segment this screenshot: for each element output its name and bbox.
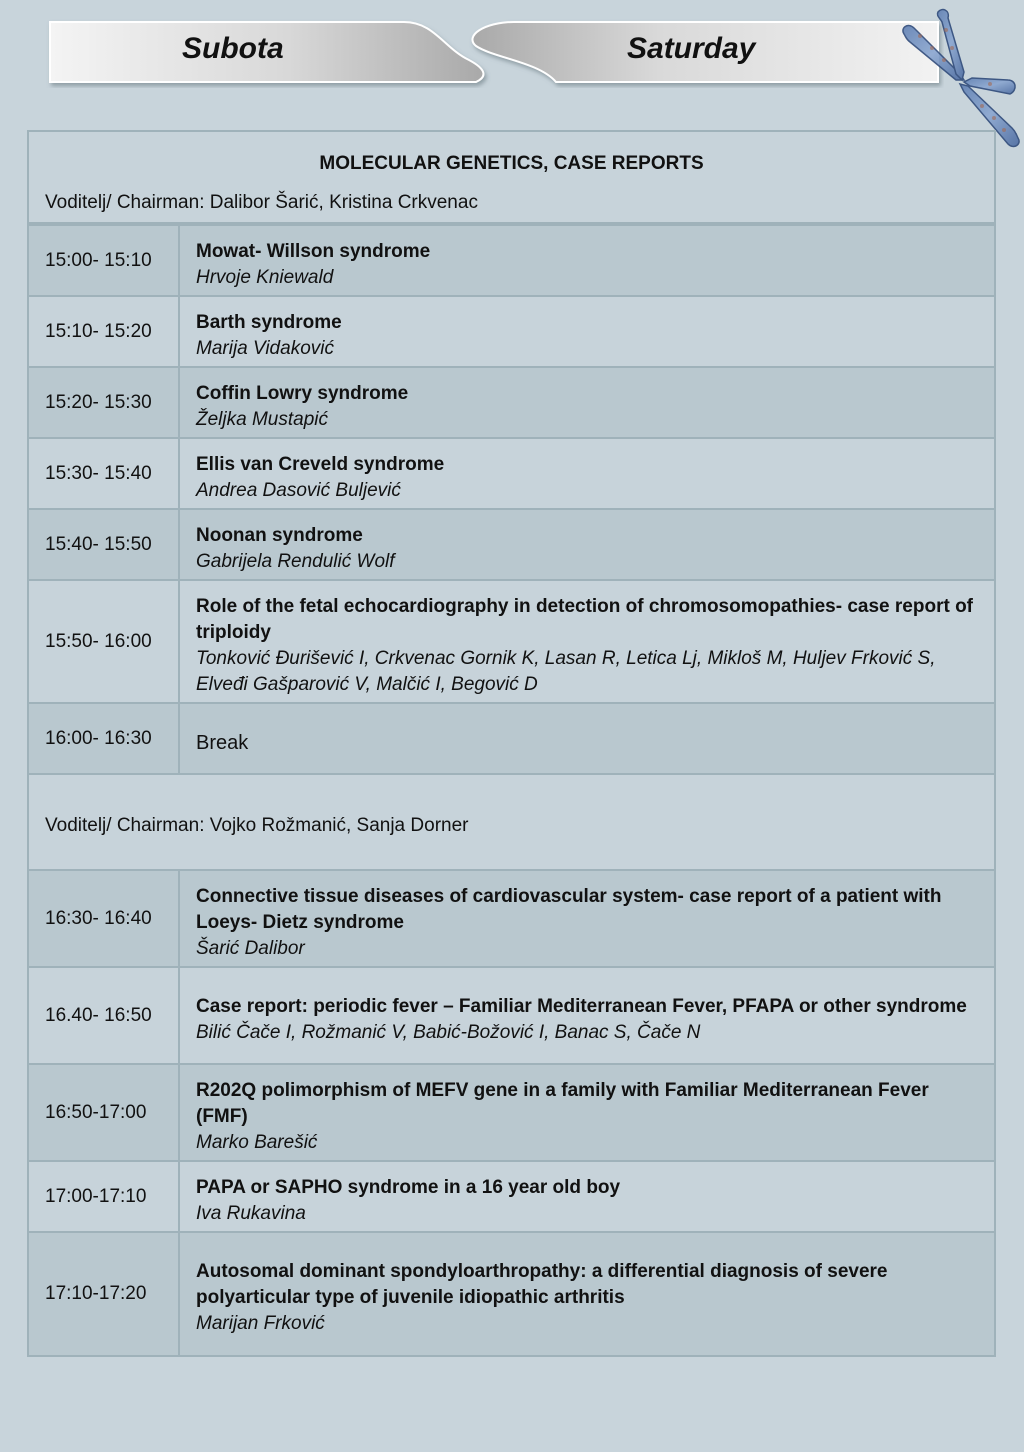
day-title-english: Saturday: [627, 32, 756, 65]
table-row: [29, 1162, 994, 1233]
talk-authors: Hrvoje Kniewald: [196, 266, 334, 288]
talk-title: PAPA or SAPHO syndrome in a 16 year old boy: [196, 1176, 621, 1198]
schedule-table: [27, 130, 996, 1357]
table-row: [29, 510, 994, 581]
session-chair: Voditelj/ Chairman: Vojko Rožmanić, Sanja Dorner: [45, 815, 469, 836]
talk-title: Coffin Lowry syndrome: [196, 382, 409, 404]
talk-title: Barth syndrome: [196, 311, 342, 333]
talk-authors: Bilić Čače I, Rožmanić V, Babić-Božović I, Banac S, Čače N: [196, 1021, 701, 1043]
table-row: [29, 968, 994, 1065]
talk-authors: Andrea Dasović Buljević: [196, 479, 401, 501]
talk-title: Mowat- Willson syndrome: [196, 240, 431, 262]
talk-title: Connective tissue diseases of cardiovascular system- case report of a patient with Loeys- Dietz syndrome: [196, 885, 942, 933]
talk-title: Case report: periodic fever – Familiar Mediterranean Fever, PFAPA or other syndrome: [196, 995, 967, 1017]
session-header-2: [29, 775, 994, 871]
time-slot: 17:10-17:20: [29, 1233, 180, 1355]
talk-title: Ellis van Creveld syndrome: [196, 453, 445, 475]
talk-authors: Šarić Dalibor: [196, 937, 305, 959]
talk-cell: [180, 1065, 994, 1160]
break-label: Break: [196, 731, 249, 754]
time-slot: 16.40- 16:50: [29, 968, 180, 1063]
break-row: [29, 704, 994, 775]
talk-cell: [180, 581, 994, 702]
table-row: [29, 368, 994, 439]
talk-authors: Marija Vidaković: [196, 337, 334, 359]
session-chair: Voditelj/ Chairman: Dalibor Šarić, Kristina Crkvenac: [45, 192, 478, 213]
session2-rows: [29, 871, 994, 1355]
talk-title: Role of the fetal echocardiography in detection of chromosomopathies- case report of triploidy: [196, 595, 974, 643]
table-row: [29, 226, 994, 297]
time-slot: 15:40- 15:50: [29, 510, 180, 579]
session-title: MOLECULAR GENETICS, CASE REPORTS: [319, 153, 704, 174]
header-banner: [44, 18, 944, 88]
session-header-molecular-genetics: [29, 132, 994, 226]
session1-rows: [29, 226, 994, 775]
talk-cell: [180, 1162, 994, 1231]
break-cell: [180, 704, 994, 773]
time-slot: 16:30- 16:40: [29, 871, 180, 966]
talk-authors: Marijan Frković: [196, 1313, 325, 1334]
talk-authors: Marko Barešić: [196, 1131, 318, 1153]
table-row: [29, 439, 994, 510]
table-row: [29, 1233, 994, 1355]
talk-authors: Iva Rukavina: [196, 1202, 306, 1224]
talk-authors: Tonković Đurišević I, Crkvenac Gornik K, Lasan R, Letica Lj, Mikloš M, Huljev Frković S, Elveđi Gašparović V, Malčić I, Begović D: [196, 647, 936, 695]
time-slot: 15:30- 15:40: [29, 439, 180, 508]
talk-title: Autosomal dominant spondyloarthropathy: a differential diagnosis of severe polyarticular type of juvenile idiopathic arthritis: [196, 1261, 888, 1308]
talk-cell: [180, 968, 994, 1063]
time-slot: 16:50-17:00: [29, 1065, 180, 1160]
talk-authors: Gabrijela Rendulić Wolf: [196, 550, 395, 572]
talk-authors: Željka Mustapić: [196, 408, 328, 430]
day-header: [44, 18, 944, 88]
talk-cell: [180, 439, 994, 508]
talk-cell: [180, 1233, 994, 1355]
talk-cell: [180, 871, 994, 966]
time-slot: 15:50- 16:00: [29, 581, 180, 702]
time-slot: 15:00- 15:10: [29, 226, 180, 295]
time-slot: 17:00-17:10: [29, 1162, 180, 1231]
time-slot: 16:00- 16:30: [29, 704, 180, 773]
table-row: [29, 297, 994, 368]
table-row: [29, 871, 994, 968]
table-row: [29, 1065, 994, 1162]
talk-title: Noonan syndrome: [196, 524, 363, 546]
time-slot: 15:10- 15:20: [29, 297, 180, 366]
talk-cell: [180, 368, 994, 437]
day-title-croatian: Subota: [182, 32, 284, 65]
talk-title: R202Q polimorphism of MEFV gene in a family with Familiar Mediterranean Fever (FMF): [196, 1079, 929, 1127]
talk-cell: [180, 510, 994, 579]
talk-cell: [180, 297, 994, 366]
talk-cell: [180, 226, 994, 295]
time-slot: 15:20- 15:30: [29, 368, 180, 437]
table-row: [29, 581, 994, 704]
